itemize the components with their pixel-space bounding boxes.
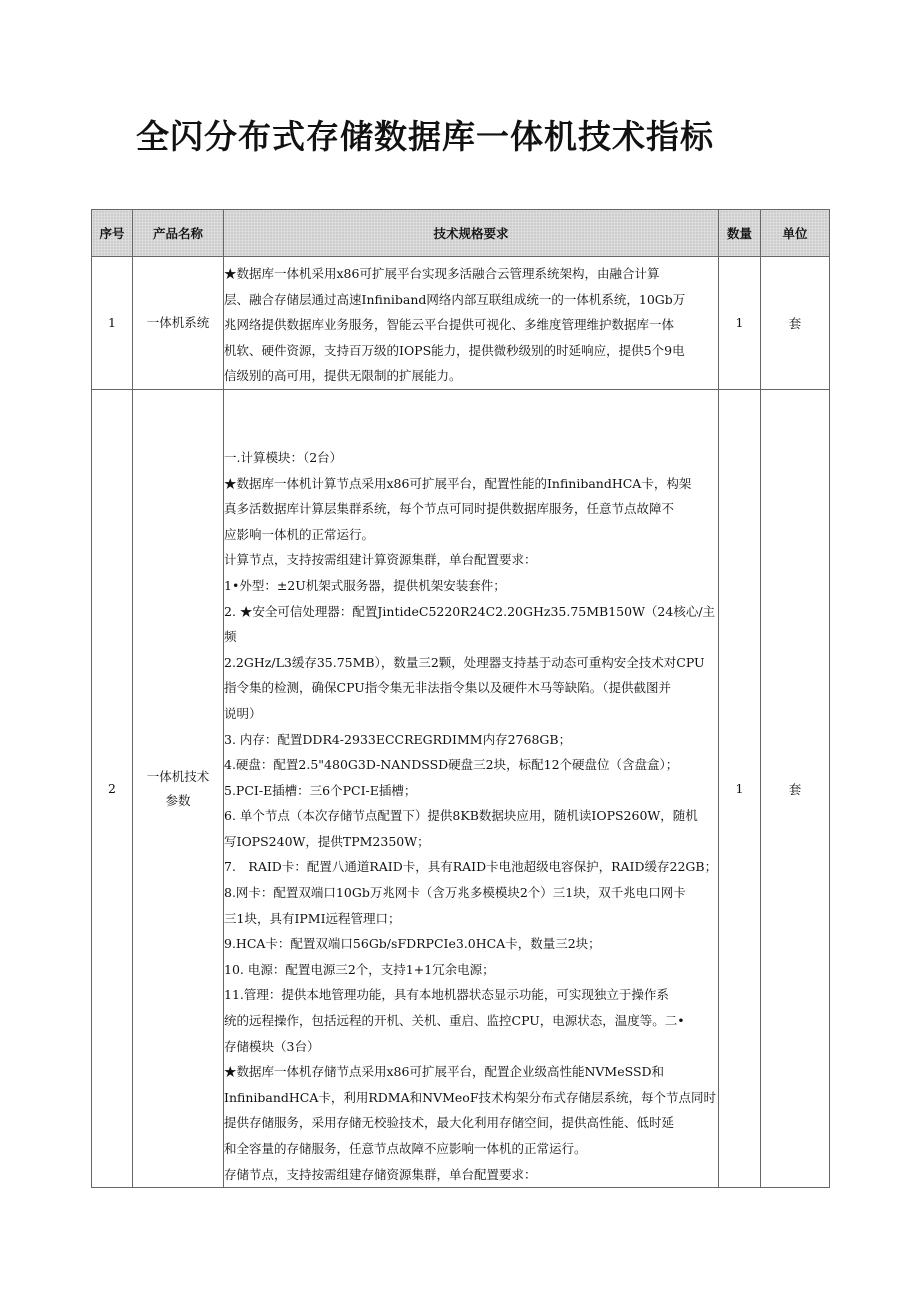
spec-line: 指令集的检测，确保CPU指令集无非法指令集以及硬件木马等缺陷。（提供截图并 bbox=[224, 680, 672, 696]
row-unit: 套 bbox=[761, 389, 830, 1187]
table-header-row bbox=[92, 210, 830, 257]
spec-line: 提供存储服务，采用存储无校验技术，最大化利用存储空间，提供高性能、低时延 bbox=[224, 1115, 675, 1131]
spec-line: 8.网卡：配置双端口10Gb万兆网卡（含万兆多模模块2个）三1块，双千兆电口网卡 bbox=[224, 885, 686, 901]
spec-line: 10. 电源：配置电源三2个，支持1+1冗余电源； bbox=[224, 961, 495, 977]
table-row bbox=[92, 389, 830, 1187]
spec-line: ★数据库一体机计算节点采用x86可扩展平台，配置性能的InfinibandHCA卡，构架 bbox=[224, 475, 692, 491]
spec-line: 信级别的高可用，提供无限制的扩展能力。 bbox=[224, 368, 462, 384]
spec-line: 6. 单个节点（本次存储节点配置下）提供8KB数据块应用，随机读IOPS260W，随机 bbox=[224, 808, 698, 824]
spec-line: 4.硬盘：配置2.5"480G3D-NANDSSD硬盘三2块，标配12个硬盘位（含盘盒）； bbox=[224, 757, 679, 773]
spec-line: 1•外型：±2U机架式服务器，提供机架安装套件； bbox=[224, 577, 506, 593]
spec-line: 说明） bbox=[224, 705, 262, 721]
spec-line: 三1块，具有IPMI远程管理口； bbox=[224, 910, 401, 926]
product-name-line: 一体机技术 bbox=[146, 768, 210, 784]
spec-line: 2. ★安全可信处理器：配置JintideC5220R24C2.20GHz35.75MB150W（24核心/主频 bbox=[224, 603, 716, 645]
row-unit: 套 bbox=[761, 257, 830, 390]
header-quantity: 数量 bbox=[719, 210, 761, 257]
row-quantity: 1 bbox=[719, 389, 761, 1187]
spec-line: 9.HCA卡：配置双端口56Gb/sFDRPCIe3.0HCA卡，数量三2块； bbox=[224, 936, 601, 952]
header-unit: 单位 bbox=[761, 210, 830, 257]
header-index: 序号 bbox=[92, 210, 133, 257]
spec-line: 7. RAID卡：配置八通道RAID卡，具有RAID卡电池超级电容保护，RAID缓存22GB； bbox=[224, 859, 718, 875]
spec-line: 统的远程操作，包括远程的开机、关机、重启、监控CPU，电源状态，温度等。二• bbox=[224, 1013, 685, 1029]
spec-line: 3. 内存：配置DDR4-2933ECCREGRDIMM内存2768GB； bbox=[224, 731, 572, 747]
row-product-name: 一体机系统 bbox=[133, 257, 224, 390]
row-index: 2 bbox=[92, 389, 133, 1187]
spec-line: 层、融合存储层通过高速Infiniband网络内部互联组成统一的一体机系统，10Gb万 bbox=[224, 291, 686, 307]
header-product-name: 产品名称 bbox=[133, 210, 224, 257]
spec-line: 11.管理：提供本地管理功能，具有本地机器状态显示功能，可实现独立于操作系 bbox=[224, 987, 669, 1003]
spec-table bbox=[91, 209, 830, 1188]
spec-line: 存储模块（3台） bbox=[224, 1038, 320, 1054]
row-index: 1 bbox=[92, 257, 133, 390]
row-spec bbox=[224, 389, 719, 1187]
page-title: 全闪分布式存储数据库一体机技术指标 bbox=[136, 117, 714, 156]
spec-line: ★数据库一体机存储节点采用x86可扩展平台，配置企业级高性能NVMeSSD和 bbox=[224, 1064, 665, 1080]
spec-line: 应影响一体机的正常运行。 bbox=[224, 526, 375, 542]
spec-line: 2.2GHz/L3缓存35.75MB），数量三2颗，处理器支持基于动态可重构安全技术对CPU bbox=[224, 654, 705, 670]
spec-line: 兆网络提供数据库业务服务，智能云平台提供可视化、多维度管理维护数据库一体 bbox=[224, 317, 675, 333]
spec-line: 5.PCI-E插槽：三6个PCI-E插槽； bbox=[224, 782, 417, 798]
table-row bbox=[92, 257, 830, 390]
spec-line: 写IOPS240W，提供TPM2350W； bbox=[224, 833, 430, 849]
spec-line: InfinibandHCA卡，利用RDMA和NVMeoF技术构架分布式存储层系统，每个节点同时 bbox=[224, 1089, 716, 1105]
spec-line: 存储节点，支持按需组建存储资源集群，单台配置要求： bbox=[224, 1166, 537, 1182]
product-name-line: 参数 bbox=[165, 792, 191, 808]
row-product-name bbox=[133, 389, 224, 1187]
spec-line: 和全容量的存储服务，任意节点故障不应影响一体机的正常运行。 bbox=[224, 1141, 587, 1156]
spec-line: 真多活数据库计算层集群系统，每个节点可同时提供数据库服务，任意节点故障不 bbox=[224, 501, 675, 517]
row-spec bbox=[224, 257, 719, 390]
header-spec: 技术规格要求 bbox=[224, 210, 719, 257]
spec-line: ★数据库一体机采用x86可扩展平台实现多活融合云管理系统架构，由融合计算 bbox=[224, 266, 660, 281]
row-quantity: 1 bbox=[719, 257, 761, 390]
spec-line: 机软、硬件资源，支持百万级的IOPS能力，提供微秒级别的时延响应，提供5个9电 bbox=[224, 342, 685, 358]
spec-line: 计算节点，支持按需组建计算资源集群，单台配置要求： bbox=[224, 552, 537, 568]
spec-line: 一.计算模块：（2台） bbox=[224, 449, 343, 465]
